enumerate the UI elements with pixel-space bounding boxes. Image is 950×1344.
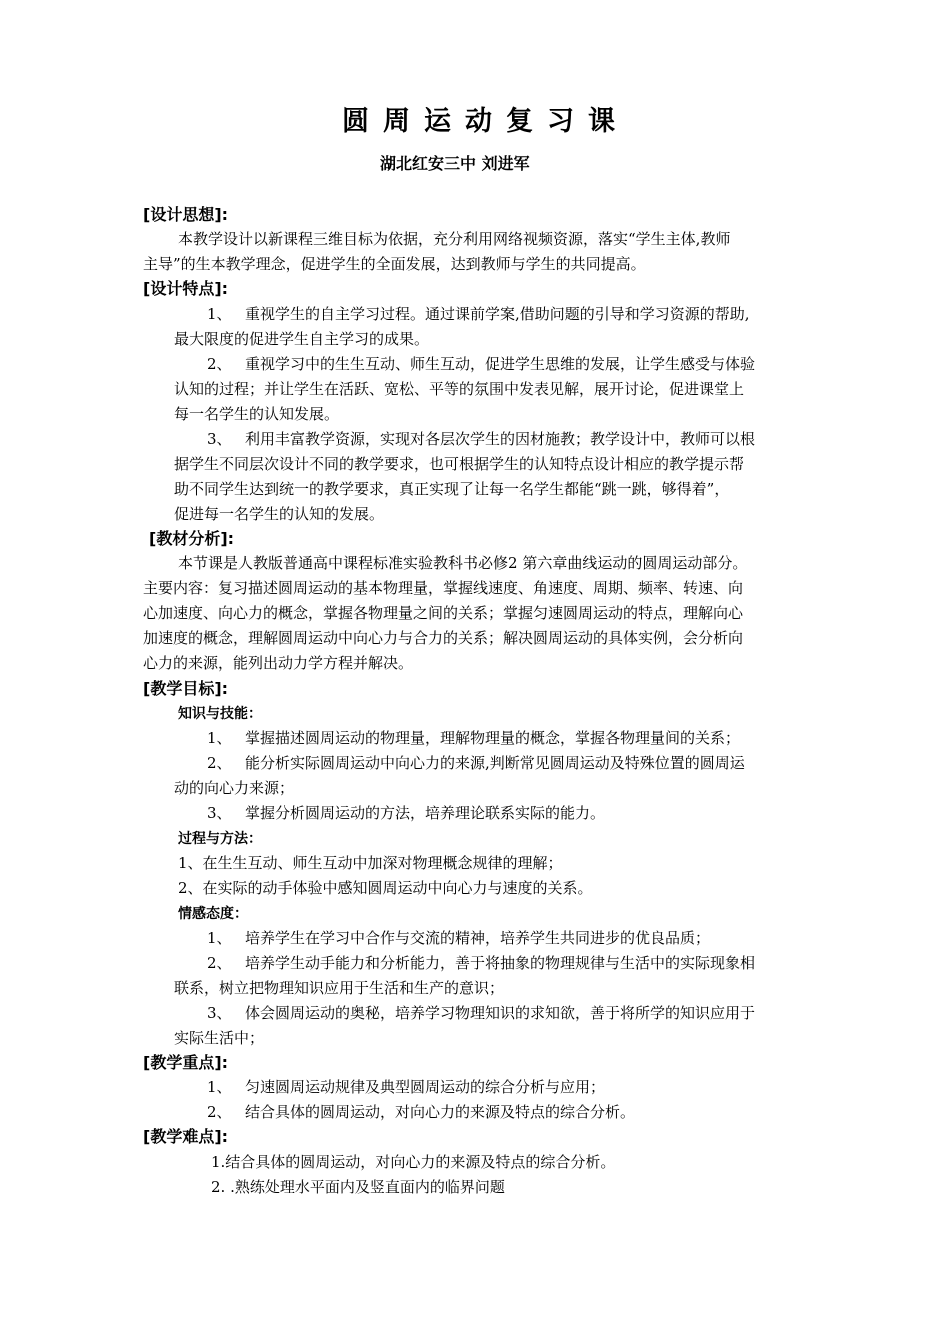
list-item-number: 2、 (207, 1103, 232, 1121)
section-heading-textbook-analysis: [教材分析]: (149, 529, 235, 548)
list-item-number: 3、 (207, 804, 232, 822)
section-heading-teaching-goals: [教学目标]: (143, 679, 229, 698)
list-item-text: 培养学生动手能力和分析能力，善于将抽象的物理规律与生活中的实际现象相 (245, 954, 756, 972)
section-heading-design-idea: [设计思想]: (143, 205, 229, 224)
subheading-emotion: 情感态度： (178, 906, 248, 922)
document-author: 湖北红安三中 刘进军 (380, 154, 530, 173)
paragraph-line: 心加速度、向心力的概念，掌握各物理量之间的关系；掌握匀速圆周运动的特点，理解向心 (143, 604, 744, 622)
document-title: 圆周运动复习课 (342, 106, 629, 137)
list-item-text: 结合具体的圆周运动，对向心力的来源及特点的综合分析。 (245, 1103, 636, 1121)
paragraph-line: 主导”的生本教学理念，促进学生的全面发展，达到教师与学生的共同提高。 (143, 255, 646, 273)
paragraph-line: 1、在生生互动、师生互动中加深对物理概念规律的理解； (178, 854, 563, 872)
list-item-text: 动的向心力来源； (174, 779, 295, 797)
section-heading-design-features: [设计特点]: (143, 279, 229, 298)
paragraph-line: 本教学设计以新课程三维目标为依据，充分利用网络视频资源，落实“学生主体,教师 (178, 230, 731, 248)
list-item-number: 3、 (207, 1004, 232, 1022)
paragraph-line: 2、在实际的动手体验中感知圆周运动中向心力与速度的关系。 (178, 879, 593, 897)
list-item-text: 利用丰富教学资源，实现对各层次学生的因材施教；教学设计中，教师可以根 (245, 430, 756, 448)
list-item-text: 促进每一名学生的认知的发展。 (174, 505, 385, 523)
list-item-text: 据学生不同层次设计不同的教学要求，也可根据学生的认知特点设计相应的教学提示帮 (174, 455, 745, 473)
list-item-text: 能分析实际圆周运动中向心力的来源,判断常见圆周运动及特殊位置的圆周运 (245, 754, 745, 772)
paragraph-line: 加速度的概念，理解圆周运动中向心力与合力的关系；解决圆周运动的具体实例，会分析向 (143, 629, 744, 647)
list-item-text: 重视学习中的生生互动、师生互动，促进学生思维的发展，让学生感受与体验 (245, 355, 756, 373)
list-item-number: 2、 (207, 754, 232, 772)
list-item-text: 助不同学生达到统一的教学要求，真正实现了让每一名学生都能“跳一跳，够得着”， (174, 480, 730, 498)
list-item-text: 最大限度的促进学生自主学习的成果。 (174, 330, 430, 348)
section-heading-difficulties: [教学难点]: (143, 1127, 229, 1146)
list-item-number: 1、 (207, 929, 232, 947)
list-item-text: 实际生活中； (174, 1029, 265, 1047)
list-item-number: 1、 (207, 729, 232, 747)
section-heading-key-points: [教学重点]: (143, 1053, 229, 1072)
list-item-number: 2、 (207, 355, 232, 373)
list-item-number: 1、 (207, 305, 232, 323)
list-item-text: 掌握分析圆周运动的方法，培养理论联系实际的能力。 (245, 804, 606, 822)
list-item-number: 1、 (207, 1078, 232, 1096)
paragraph-line: 1.结合具体的圆周运动，对向心力的来源及特点的综合分析。 (211, 1153, 616, 1171)
paragraph-line: 2. .熟练处理水平面内及竖直面内的临界问题 (211, 1178, 505, 1196)
list-item-text: 体会圆周运动的奥秘，培养学习物理知识的求知欲，善于将所学的知识应用于 (245, 1004, 756, 1022)
paragraph-line: 心力的来源，能列出动力学方程并解决。 (143, 654, 414, 672)
paragraph-line: 本节课是人教版普通高中课程标准实验教科书必修2 第六章曲线运动的圆周运动部分。 (178, 554, 748, 572)
subheading-knowledge: 知识与技能： (178, 706, 262, 722)
list-item-text: 联系，树立把物理知识应用于生活和生产的意识； (174, 979, 505, 997)
subheading-process: 过程与方法： (178, 831, 262, 847)
list-item-number: 2、 (207, 954, 232, 972)
list-item-text: 每一名学生的认知发展。 (174, 405, 340, 423)
list-item-text: 培养学生在学习中合作与交流的精神，培养学生共同进步的优良品质； (245, 929, 711, 947)
paragraph-line: 主要内容：复习描述圆周运动的基本物理量，掌握线速度、角速度、周期、频率、转速、向 (143, 579, 744, 597)
list-item-text: 匀速圆周运动规律及典型圆周运动的综合分析与应用； (245, 1078, 606, 1096)
list-item-text: 重视学生的自主学习过程。通过课前学案,借助问题的引导和学习资源的帮助, (245, 305, 750, 323)
list-item-text: 认知的过程；并让学生在活跃、宽松、平等的氛围中发表见解，展开讨论，促进课堂上 (174, 380, 745, 398)
list-item-text: 掌握描述圆周运动的物理量，理解物理量的概念，掌握各物理量间的关系； (245, 729, 741, 747)
list-item-number: 3、 (207, 430, 232, 448)
